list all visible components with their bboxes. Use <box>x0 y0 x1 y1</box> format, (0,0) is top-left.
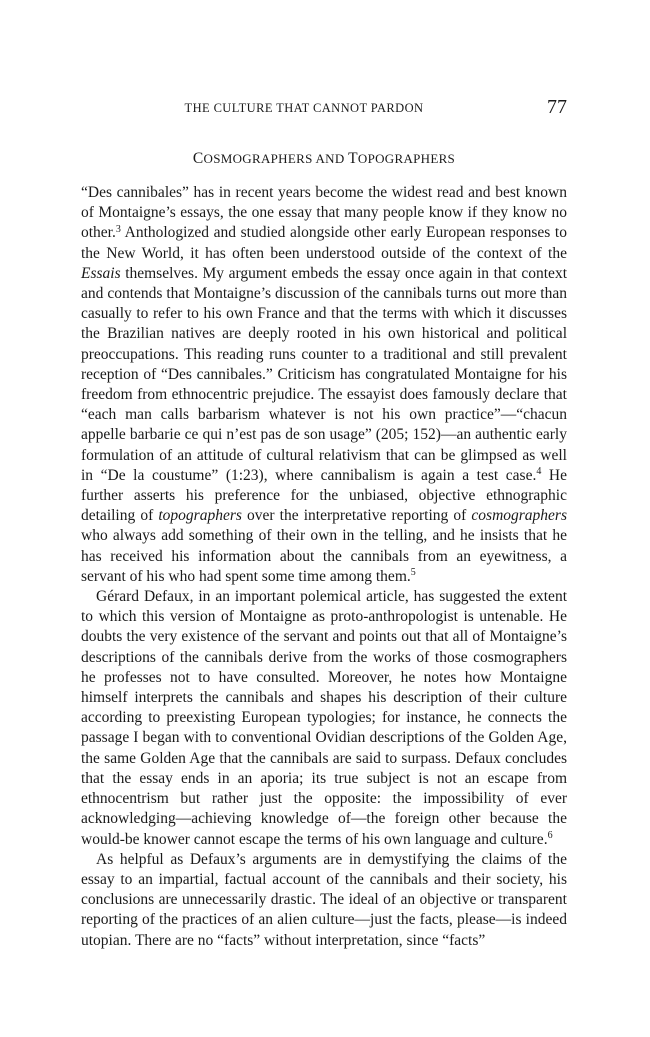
heading-text: AND <box>315 151 345 166</box>
text-run: themselves. My argument embeds the essay once again in that context and contends that Montaigne’s discussion of the cannibals turns out more than casually to refer to his own France and that the terms with which it discusses the Brazilian natives are deeply rooted in his own historical and political preoccupations. This reading runs counter to a traditional and still prevalent reception of “Des cannibales.” Criticism has congratulated Montaigne for his freedom from ethnocentric prejudice. The essayist does famously declare that “each man calls barbarism whatever is not his own practice”—“chacun appelle barbarie ce qui n’est pas de son usage” (205; 152)—an authentic early formulation of an attitude of cultural relativism that can be glimpsed as well in “De la coustume” (1:23), where cannibalism is again a test case. <box>81 264 567 484</box>
text-run: Gérard Defaux, in an important polemical article, has suggested the extent to which this version of Montaigne as proto-anthropologist is untenable. He doubts the very existence of the servant and points out that all of Montaigne’s descriptions of the cannibals derive from the works of those cosmographers he professes not to have consulted. Moreover, he notes how Montaigne himself interprets the cannibals and shapes his description of their culture according to preexisting European typologies; for instance, he connects the passage I began with to conventional Ovidian descriptions of the Golden Age, the same Golden Age that the cannibals are said to surpass. Defaux concludes that the essay ends in an aporia; its true subject is not an escape from ethnocentrism but rather just the opposite: the impossibility of ever acknowledging—achieving knowledge of—the foreign other because the would-be knower cannot escape the terms of his own language and culture. <box>81 588 567 848</box>
footnote-ref: 6 <box>547 830 553 841</box>
heading-text: OPOGRAPHERS <box>357 151 456 166</box>
body-text <box>81 183 567 951</box>
footnote-ref: 4 <box>536 466 542 478</box>
footnote-ref: 5 <box>410 567 416 579</box>
page-number: 77 <box>547 96 567 118</box>
paragraph <box>81 587 567 850</box>
book-page <box>81 98 567 951</box>
footnote-ref: 3 <box>115 223 121 235</box>
running-title: THE CULTURE THAT CANNOT PARDON <box>184 101 424 115</box>
text-run: who always add something of their own in the telling, and he insists that he has received his information about the cannibals from an eyewitness, a servant of his who had spent some time among them. <box>81 527 567 585</box>
section-heading <box>81 150 567 168</box>
italic-term: topographers <box>158 507 242 525</box>
heading-initial: C <box>192 150 204 167</box>
paragraph <box>81 850 567 951</box>
italic-term: cosmographers <box>471 507 567 525</box>
text-run: over the interpretative reporting of <box>241 507 472 525</box>
text-run: He further asserts his preference for the unbiased, objective ethnographic detailing of <box>81 466 567 525</box>
heading-text: OSMOGRAPHERS <box>203 151 313 166</box>
paragraph <box>81 183 567 587</box>
text-run: As helpful as Defaux’s arguments are in demystifying the claims of the essay to an impartial, factual account of the cannibals and their society, his conclusions are unnecessarily drastic. The ideal of an objective or transparent reporting of the practices of an alien culture—just the facts, please—is indeed utopian. There are no “facts” without interpretation, since “facts” <box>81 850 567 949</box>
text-run: Anthologized and studied alongside other early European responses to the New World, it has often been understood outside of the context of the <box>81 224 567 262</box>
text-run: “Des cannibales” has in recent years become the widest read and best known of Montaigne’s essays, the one essay that many people know if they know no other. <box>81 184 567 242</box>
italic-title: Essais <box>81 264 121 282</box>
heading-initial: T <box>348 150 358 167</box>
running-head <box>81 98 567 126</box>
